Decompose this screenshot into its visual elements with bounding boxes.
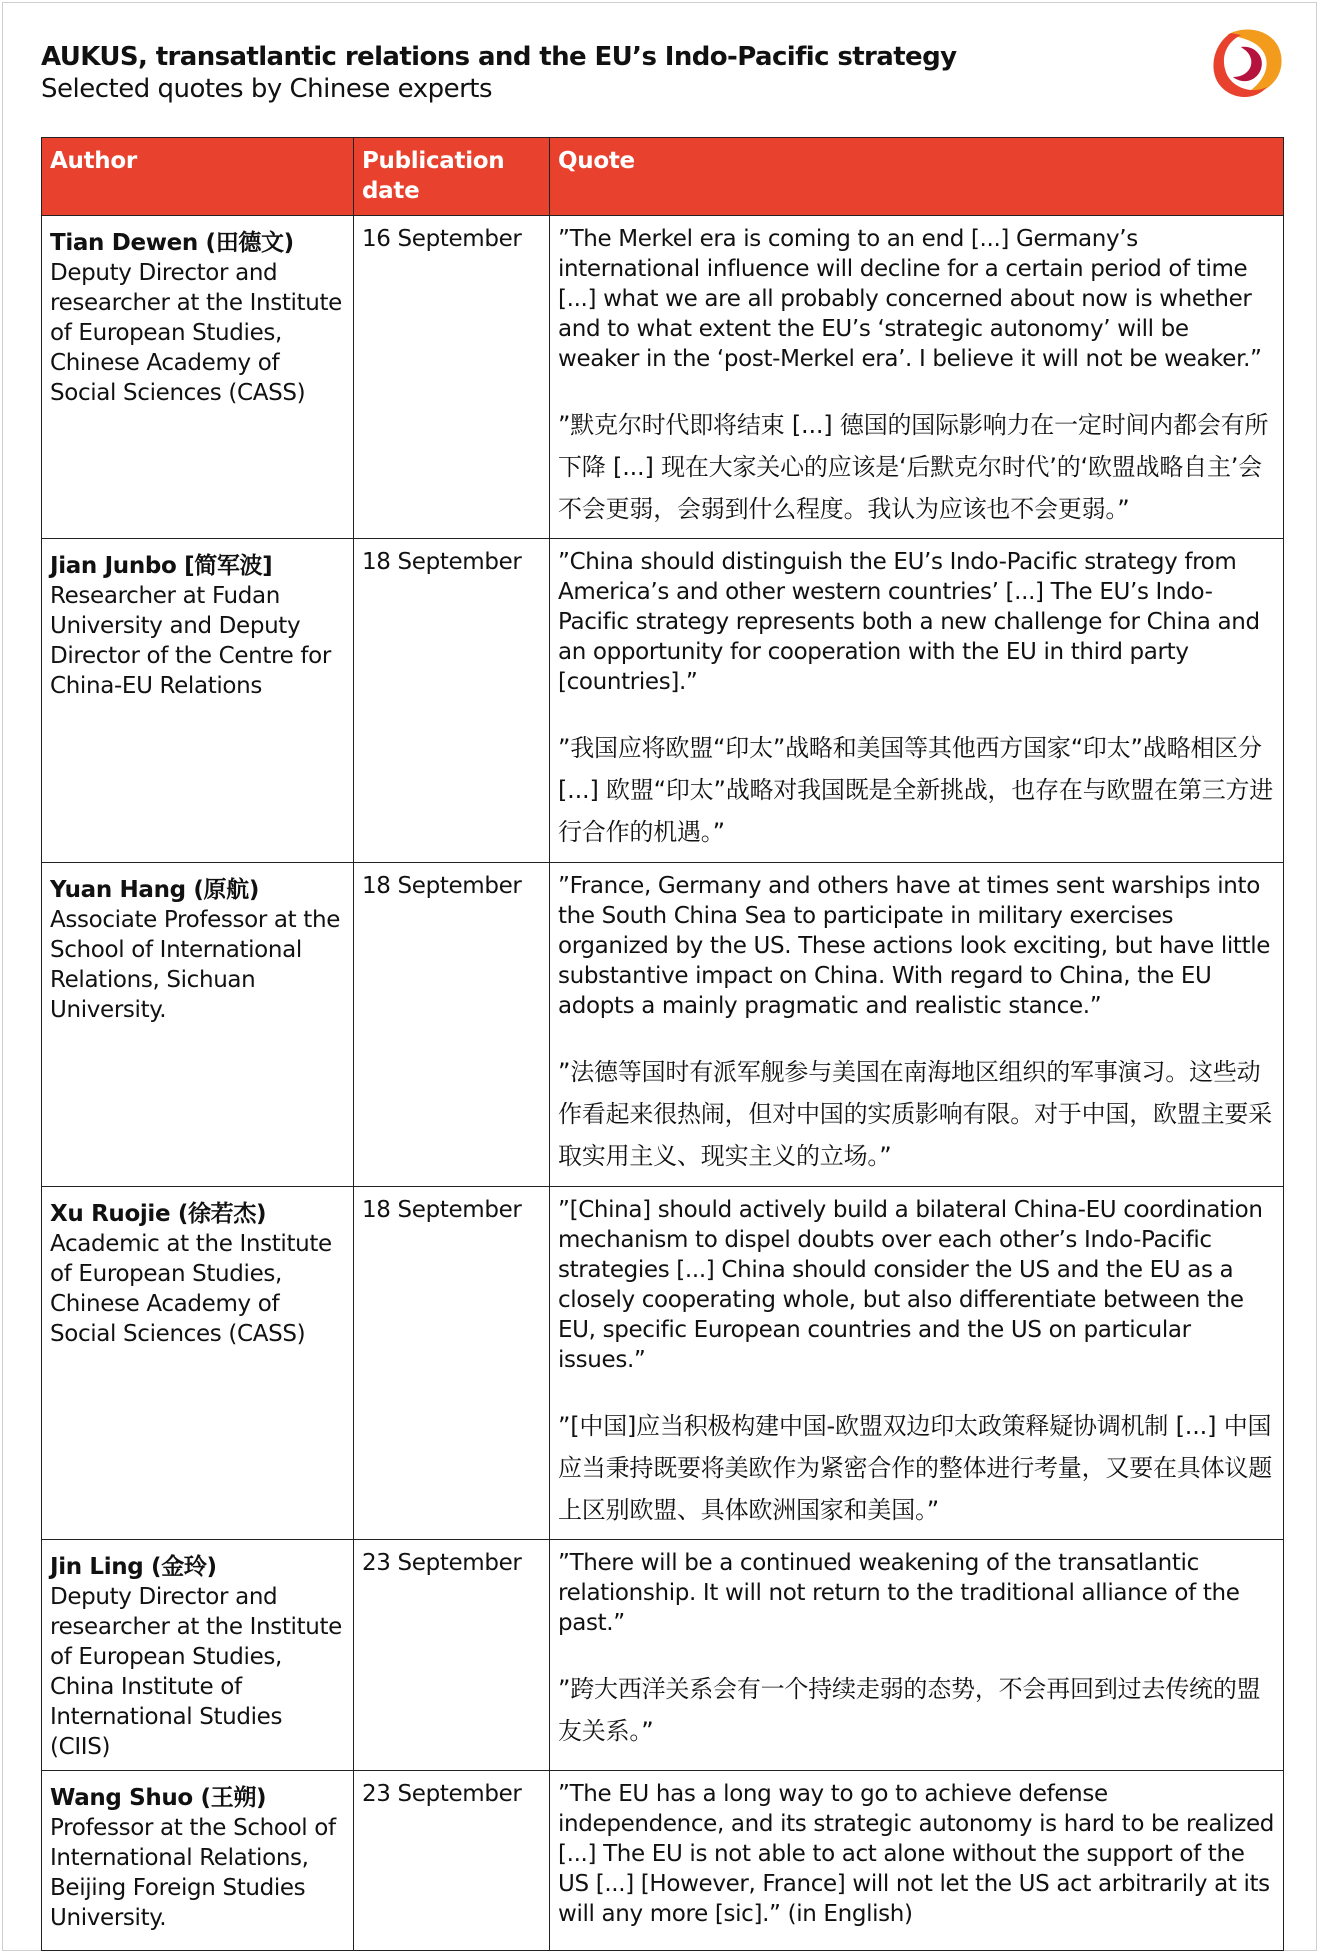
author-cell — [42, 863, 354, 1187]
date-cell: 18 September — [354, 539, 550, 863]
date-cell: 23 September — [354, 1540, 550, 1771]
author-role: Deputy Director and researcher at the Institute of European Studies, China Institute of International Studies (CIIS) — [50, 1584, 342, 1760]
date-cell: 18 September — [354, 1187, 550, 1540]
author-name: Xu Ruojie (徐若杰) — [50, 1201, 267, 1227]
quote-english: ”The Merkel era is coming to an end [...] Germany’s international influence will decline for a certain period of time [...] what we are all probably concerned about now is whether and to what extent the EU’s ‘strategic autonomy’ will be weaker in the ‘post-Merkel era’. I believe it will not be weaker.” — [558, 226, 1262, 372]
quote-english: ”[China] should actively build a bilateral China-EU coordination mechanism to dispel doubts over each other’s Indo-Pacific strategies [...] China should consider the US and the EU as a closely cooperating whole, but also differentiate between the EU, specific European countries and the US on particular issues.” — [558, 1197, 1263, 1373]
quote-cell — [550, 539, 1284, 863]
author-name: Jin Ling (金玲) — [50, 1554, 217, 1580]
quote-chinese: ”跨大西洋关系会有一个持续走弱的态势，不会再回到过去传统的盟友关系。” — [558, 1675, 1261, 1745]
quote-chinese: ”[中国]应当积极构建中国-欧盟双边印太政策释疑协调机制 [...] 中国应当秉持既要将美欧作为紧密合作的整体进行考量，又要在具体议题上区别欧盟、具体欧洲国家和美国。” — [558, 1412, 1272, 1524]
author-name: Jian Junbo [简军波] — [50, 553, 273, 579]
table-row — [42, 1187, 1284, 1540]
quote-english: ”China should distinguish the EU’s Indo-Pacific strategy from America’s and other western countries’ [...] The EU’s Indo-Pacific strategy represents both a new challenge for China and an opportunity for cooperation with the EU in third party [countries].” — [558, 549, 1260, 695]
quote-chinese: ”我国应将欧盟“印太”战略和美国等其他西方国家“印太”战略相区分 [...] 欧盟“印太”战略对我国既是全新挑战，也存在与欧盟在第三方进行合作的机遇。” — [558, 734, 1274, 846]
author-role: Deputy Director and researcher at the Institute of European Studies, Chinese Academy of Social Sciences (CASS) — [50, 260, 342, 406]
logo-white-center — [1237, 53, 1251, 72]
author-cell — [42, 539, 354, 863]
quote-chinese: ”默克尔时代即将结束 [...] 德国的国际影响力在一定时间内都会有所下降 [...] 现在大家关心的应该是‘后默克尔时代’的‘欧盟战略自主’会不会更弱，会弱到什么程度。我认为应该也不会更弱。” — [558, 411, 1269, 523]
quote-chinese: ”法德等国时有派军舰参与美国在南海地区组织的军事演习。这些动作看起来很热闹，但对中国的实质影响有限。对于中国，欧盟主要采取实用主义、现实主义的立场。” — [558, 1058, 1272, 1170]
author-role: Professor at the School of International Relations, Beijing Foreign Studies University. — [50, 1815, 336, 1931]
page-subtitle: Selected quotes by Chinese experts — [41, 74, 493, 104]
table-row — [42, 539, 1284, 863]
quote-cell — [550, 863, 1284, 1187]
quote-cell — [550, 1771, 1284, 1951]
author-cell — [42, 1540, 354, 1771]
author-name: Tian Dewen (田德文) — [50, 230, 294, 256]
column-header-quote: Quote — [550, 138, 1284, 216]
quote-cell — [550, 1540, 1284, 1771]
quote-english: ”There will be a continued weakening of the transatlantic relationship. It will not return to the traditional alliance of the past.” — [558, 1550, 1240, 1636]
author-name: Yuan Hang (原航) — [50, 877, 259, 903]
table-row — [42, 1771, 1284, 1951]
author-role: Researcher at Fudan University and Deputy Director of the Centre for China-EU Relations — [50, 583, 331, 699]
author-cell — [42, 216, 354, 539]
table-row — [42, 216, 1284, 539]
column-header-author: Author — [42, 138, 354, 216]
quote-cell — [550, 216, 1284, 539]
quote-english: ”The EU has a long way to go to achieve defense independence, and its strategic autonomy is hard to be realized [...] The EU is not able to act alone without the support of the US [...] [However, France] will not let the US act arbitrarily at its will any more [sic].” (in English) — [558, 1781, 1275, 1927]
date-cell: 18 September — [354, 863, 550, 1187]
author-cell — [42, 1771, 354, 1951]
merics-logo-icon — [1207, 25, 1285, 103]
author-role: Associate Professor at the School of International Relations, Sichuan University. — [50, 907, 340, 1023]
table-row — [42, 1540, 1284, 1771]
table-row — [42, 863, 1284, 1187]
quotes-table — [41, 137, 1284, 1951]
quote-cell — [550, 1187, 1284, 1540]
page-title: AUKUS, transatlantic relations and the EU’s Indo-Pacific strategy — [41, 42, 957, 72]
date-cell: 23 September — [354, 1771, 550, 1951]
author-role: Academic at the Institute of European Studies, Chinese Academy of Social Sciences (CASS) — [50, 1231, 332, 1347]
quote-english: ”France, Germany and others have at times sent warships into the South China Sea to participate in military exercises organized by the US. These actions look exciting, but have little substantive impact on China. With regard to China, the EU adopts a mainly pragmatic and realistic stance.” — [558, 873, 1271, 1019]
column-header-date: Publication date — [354, 138, 550, 216]
author-name: Wang Shuo (王朔) — [50, 1785, 267, 1811]
date-cell: 16 September — [354, 216, 550, 539]
author-cell — [42, 1187, 354, 1540]
table-header-row — [42, 138, 1284, 216]
